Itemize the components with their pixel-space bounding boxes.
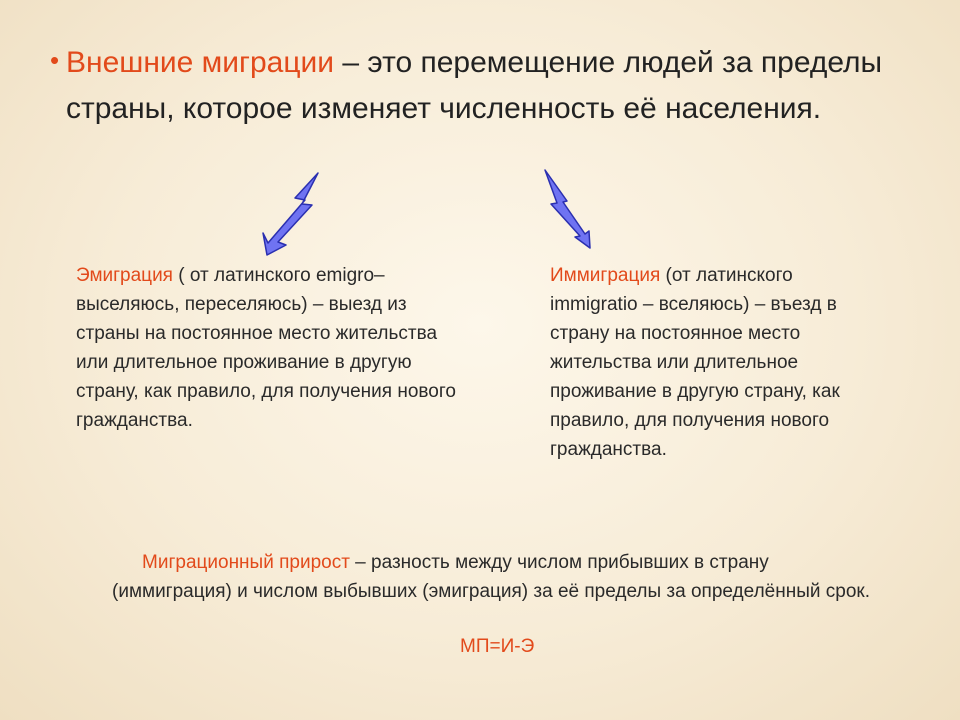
headline-text: – это перемещение людей за пределы страны, которое изменяет численность её населения. <box>66 46 883 125</box>
bullet-icon: • <box>50 45 60 75</box>
lightning-arrow-down-right-icon <box>535 163 655 263</box>
emigration-definition <box>76 261 456 435</box>
formula: МП=И-Э <box>460 636 535 657</box>
migration-growth-definition <box>112 548 872 606</box>
term-immigration: Иммиграция <box>550 265 661 286</box>
lightning-arrow-down-left-icon <box>255 163 375 263</box>
migration-growth-text: – разность между числом прибывших в страну (иммиграция) и числом выбывших (эмиграция) за её пределы за определённый срок. <box>112 552 870 602</box>
term-external-migration: Внешние миграции <box>66 46 335 79</box>
immigration-definition <box>550 261 885 464</box>
headline-body <box>52 40 912 132</box>
immigration-text: (от латинского immigratio – вселяюсь) – въезд в страну на постоянное место жительства или длительное проживание в другую страну, как правило, для получения нового гражданства. <box>550 265 840 460</box>
term-emigration: Эмиграция <box>76 265 173 286</box>
term-migration-growth: Миграционный прирост <box>142 552 350 573</box>
emigration-text: ( от латинского emigro– выселяюсь, переселяюсь) – выезд из страны на постоянное место жительства или длительное проживание в другую страну, как правило, для получения нового гражданства. <box>76 265 456 431</box>
definition-external-migration <box>52 40 912 132</box>
